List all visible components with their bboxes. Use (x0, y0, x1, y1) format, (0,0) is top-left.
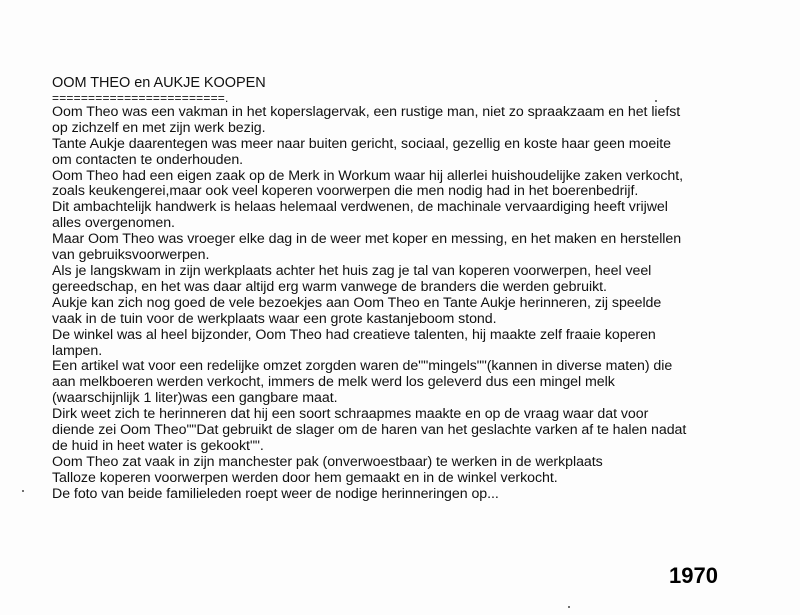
paragraph-9: Een artikel wat voor een redelijke omzet zorgden waren de""mingels""(kannen in diverse maten) die aan melkboeren werden verkocht, immers de melk werd los geleverd dus een mingel melk (waarschijnlijk 1 liter)was een gangbare maat. (52, 358, 673, 407)
paragraph-10: Dirk weet zich te herinneren dat hij een soort schraapmes maakte en op de vraag waar dat voor diende zei Oom Theo""Dat gebruikt de slager om de haren van het geslachte varken af te halen nadat de huid in heet water is gekookt"". (52, 406, 687, 454)
paragraph-12: Talloze koperen voorwerpen werden door hem gemaakt en in de winkel verkocht. (52, 469, 558, 486)
paragraph-2: Tante Aukje daarentegen was meer naar buiten gericht, sociaal, gezellig en koste haar geen moeite om contacten te onderhouden. (52, 135, 672, 168)
year-label: 1970 (669, 563, 718, 588)
paragraph-3: Oom Theo had een eigen zaak op de Merk in Workum waar hij allerlei huishoudelijke zaken verkocht, zoals keukengerei,maar ook veel koperen voorwerpen die men nodig had in het boerenbedrijf. (52, 167, 684, 200)
scan-speck (568, 606, 570, 608)
paragraph-8: De winkel was al heel bijzonder, Oom Theo had creatieve talenten, hij maakte zelf fraaie koperen lampen. (52, 326, 656, 359)
scan-speck (655, 100, 657, 102)
paragraph-1: Oom Theo was een vakman in het koperslagervak, een rustige man, niet zo spraakzaam en het liefst op zichzelf en met zijn werk bezig. (52, 103, 681, 136)
document-title: OOM THEO en AUKJE KOOPEN (52, 75, 266, 91)
paragraph-7: Aukje kan zich nog goed de vele bezoekjes aan Oom Theo en Tante Aukje herinneren, zij speelde vaak in de tuin voor de werkplaats waar een grote kastanjeboom stond. (52, 294, 662, 327)
title-underline: ========================. (52, 90, 229, 105)
paragraph-6: Als je langskwam in zijn werkplaats achter het huis zag je tal van koperen voorwerpen, heel veel gereedschap, en het was daar altijd erg warm vanwege de branders die werden gebruikt. (52, 262, 652, 295)
scan-speck (22, 490, 24, 492)
paragraph-13: De foto van beide familieleden roept weer de nodige herinneringen op... (52, 485, 499, 502)
document-body (52, 76, 772, 503)
paragraph-11: Oom Theo zat vaak in zijn manchester pak (onverwoestbaar) te werken in de werkplaats (52, 453, 603, 470)
paragraph-5: Maar Oom Theo was vroeger elke dag in de weer met koper en messing, en het maken en herstellen van gebruiksvoorwerpen. (52, 231, 682, 264)
paragraph-4: Dit ambachtelijk handwerk is helaas helemaal verdwenen, de machinale vervaardiging heeft vrijwel alles overgenomen. (52, 199, 668, 232)
